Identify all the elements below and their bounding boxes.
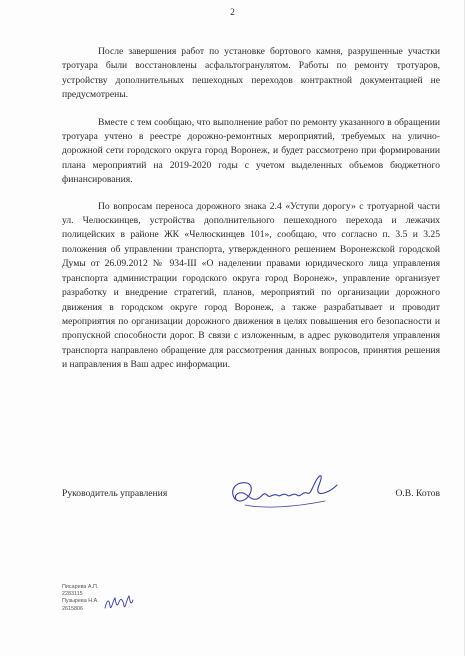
paragraph-sidewalk-restoration: После завершения работ по установке бортового камня, разрушенные участки тротуара были восстановлены асфальтогранулятом. Работы по ремонту тротуаров, устройству дополнительных пешеходных переходов контрактной документацией не предусмотрены. [62,46,440,101]
executor-phone-2: 2615806 [62,605,83,612]
paragraph-repair-plan: Вместе с тем сообщаю, что выполнение работ по ремонту указанного в обращении тротуара учтено в реестре дорожно-ремонтных мероприятий, требуемых на улично-дорожной сети городского округа город Воронеж, и будет рассмотрено при формировании плана мероприятий на 2019-2020 годы с учетом выделенных объемов бюджетного финансирования. [62,116,440,186]
paragraph-road-sign: По вопросам переноса дорожного знака 2.4 «Уступи дорогу» с тротуарной части ул. Челюскинцев, устройства дополнительного пешеходного перехода и лежачих полицейских в районе ЖК «Челюскинцев 101», сообщаю, что согласно п. 3.5 и 3.25 положения об управлении транспорта, утвержденного решением Воронежской городской Думы от 26.09.2012 № 934-III «О наделении правами юридического лица управления транспорта администрации городского округа город Воронеж», управление организует разработку и внедрение стратегий, планов, мероприятий по организации дорожного движения в городском округе город Воронеж, а также разрабатывает и проводит мероприятия по организации дорожного движения в целях повышения его безопасности и пропускной способности дорог. В связи с изложенным, в адрес руководителя управления транспорта направлено обращение для рассмотрения данных вопросов, принятия решения и направления в Ваш адрес информации. [62,200,440,371]
executor-info [62,584,99,613]
executor-name-2: Пузырева Н.А. [62,598,99,605]
page-number: 2 [230,8,235,18]
signatory-name: О.В. Котов [395,488,440,499]
handwritten-initials [102,592,136,614]
signatory-title: Руководитель управления [62,488,168,499]
executor-phone-1: 2283115 [62,591,83,598]
letter-body [62,45,440,387]
executor-name-1: Писарева А.П. [62,584,99,590]
handwritten-signature [225,465,345,521]
